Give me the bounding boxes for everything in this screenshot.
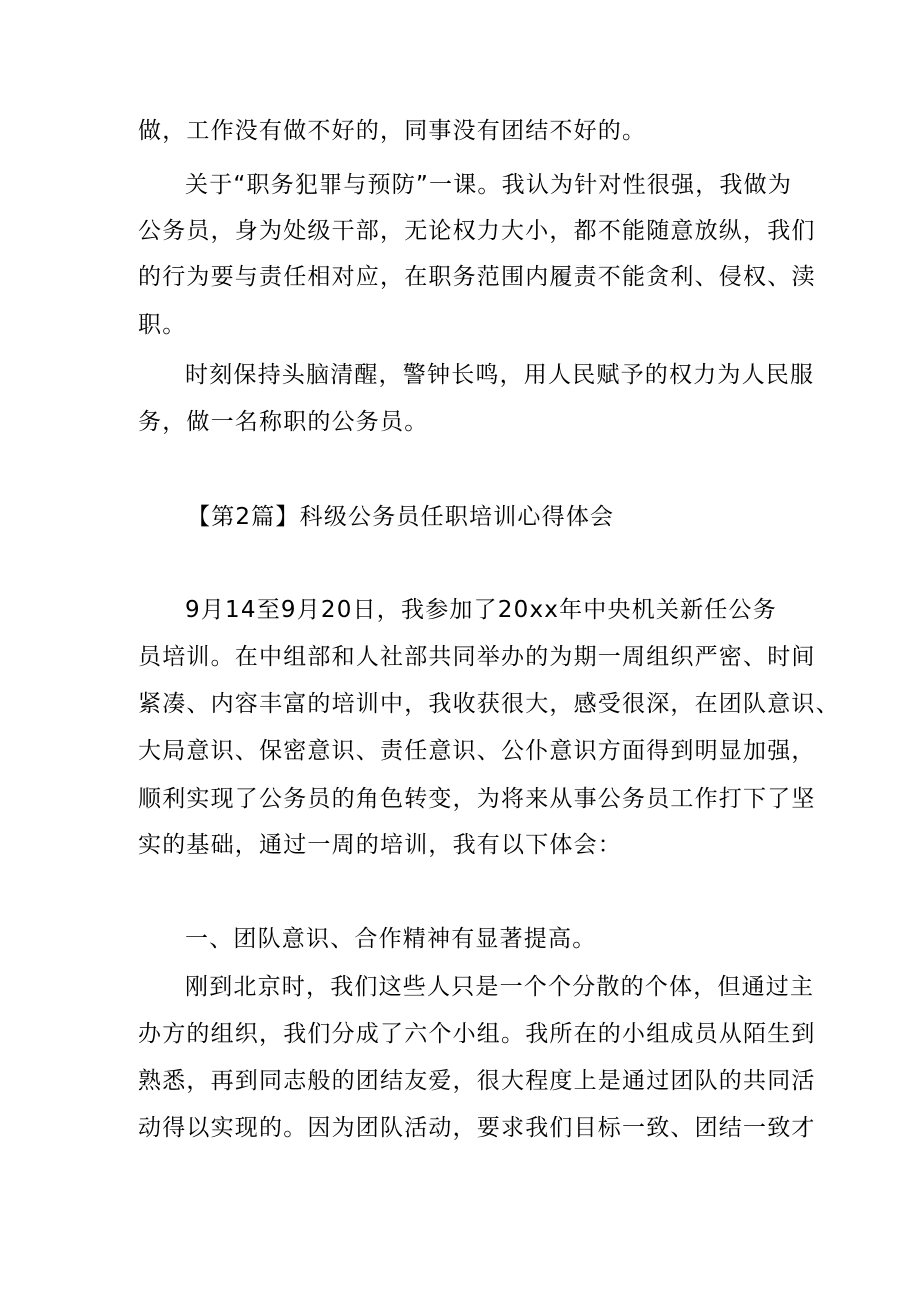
paragraph-line: 大局意识、保密意识、责任意识、公仆意识方面得到明显加强， (138, 738, 816, 764)
paragraph-line: 办方的组织，我们分成了六个小组。我所在的小组成员从陌生到 (138, 1021, 816, 1047)
paragraph-line: 时刻保持头脑清醒，警钟长鸣，用人民赋予的权力为人民服 (185, 362, 815, 388)
paragraph-line: 职。 (138, 312, 187, 338)
paragraph-line: 刚到北京时，我们这些人只是一个个分散的个体，但通过主 (185, 974, 815, 1000)
paragraph-line: 员培训。在中组部和人社部共同举办的为期一周组织严密、时间 (138, 644, 816, 670)
paragraph-line: 公务员，身为处级干部，无论权力大小，都不能随意放纵，我们 (138, 218, 816, 244)
paragraph-line: 做，工作没有做不好的，同事没有团结不好的。 (138, 118, 647, 144)
paragraph-line: 的行为要与责任相对应，在职务范围内履责不能贪利、侵权、渎 (138, 264, 816, 290)
paragraph-line: 务，做一名称职的公务员。 (138, 409, 429, 435)
paragraph-line: 实的基础，通过一周的培训，我有以下体会： (138, 832, 622, 858)
subsection-heading: 一、团队意识、合作精神有显著提高。 (185, 926, 597, 952)
paragraph-line: 9月14至9月20日，我参加了20xx年中央机关新任公务 (185, 597, 777, 623)
paragraph-line: 紧凑、内容丰富的培训中，我收获很大，感受很深，在团队意识、 (138, 691, 840, 717)
paragraph-line: 顺利实现了公务员的角色转变，为将来从事公务员工作打下了坚 (138, 786, 816, 812)
paragraph-line: 熟悉，再到同志般的团结友爱，很大程度上是通过团队的共同活 (138, 1068, 816, 1094)
paragraph-line: 关于“职务犯罪与预防”一课。我认为针对性很强，我做为 (185, 172, 793, 198)
section-heading: 【第2篇】科级公务员任职培训心得体会 (187, 504, 615, 530)
paragraph-line: 动得以实现的。因为团队活动，要求我们目标一致、团结一致才 (138, 1115, 816, 1141)
